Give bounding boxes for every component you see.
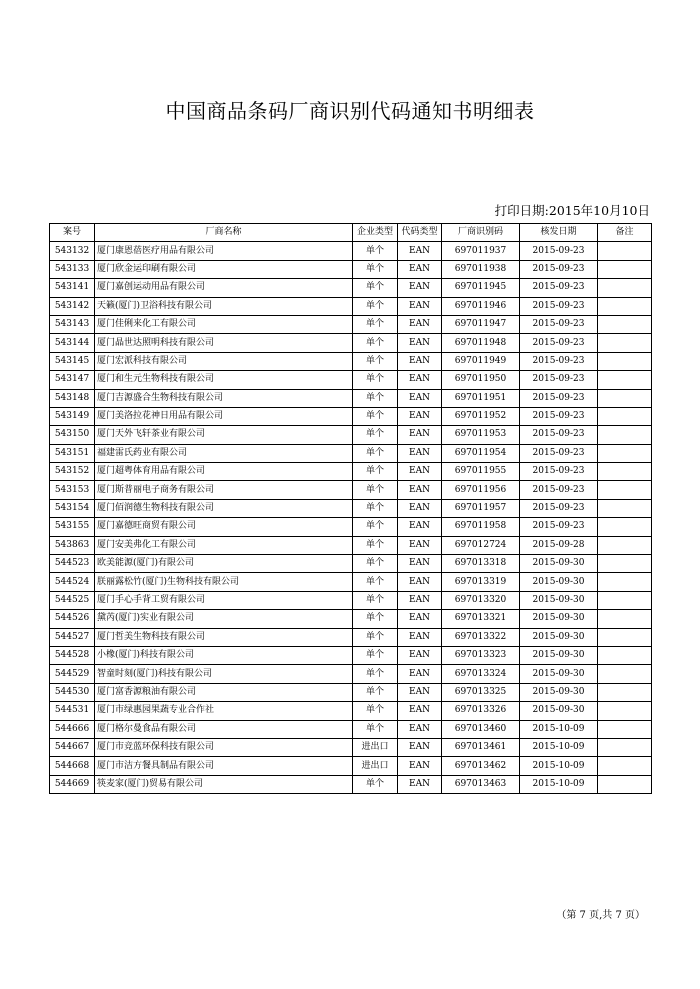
code-type-cell: EAN <box>398 297 442 315</box>
case-number-cell: 543154 <box>50 499 95 517</box>
table-row <box>50 481 652 499</box>
table-row <box>50 757 652 775</box>
header-code-type: 代码类型 <box>398 224 442 242</box>
code-type-cell: EAN <box>398 646 442 664</box>
table-row <box>50 702 652 720</box>
remarks-cell <box>598 463 652 481</box>
case-number-cell: 543144 <box>50 334 95 352</box>
table-row <box>50 738 652 756</box>
enterprise-type-cell: 单个 <box>353 242 398 260</box>
case-number-cell: 543150 <box>50 426 95 444</box>
enterprise-type-cell: 单个 <box>353 499 398 517</box>
issue-date-cell: 2015-09-30 <box>520 610 598 628</box>
table-row <box>50 628 652 646</box>
issue-date-cell: 2015-09-30 <box>520 702 598 720</box>
remarks-cell <box>598 646 652 664</box>
issue-date-cell: 2015-09-30 <box>520 573 598 591</box>
issue-date-cell: 2015-09-23 <box>520 407 598 425</box>
table-row <box>50 407 652 425</box>
company-name-cell: 厦门格尔曼食品有限公司 <box>95 720 353 738</box>
header-manufacturer-id: 厂商识别码 <box>442 224 520 242</box>
code-type-cell: EAN <box>398 426 442 444</box>
header-remarks: 备注 <box>598 224 652 242</box>
manufacturer-id-cell: 697013321 <box>442 610 520 628</box>
company-name-cell: 厦门康恩蓓医疗用品有限公司 <box>95 242 353 260</box>
page-number: （第 7 页,共 7 页） <box>556 910 645 921</box>
issue-date-cell: 2015-09-23 <box>520 481 598 499</box>
manufacturer-id-cell: 697013463 <box>442 775 520 793</box>
remarks-cell <box>598 407 652 425</box>
enterprise-type-cell: 单个 <box>353 610 398 628</box>
case-number-cell: 543143 <box>50 315 95 333</box>
code-type-cell: EAN <box>398 444 442 462</box>
company-name-cell: 厦门嘉创运动用品有限公司 <box>95 279 353 297</box>
manufacturer-id-cell: 697011945 <box>442 279 520 297</box>
remarks-cell <box>598 720 652 738</box>
manufacturer-id-cell: 697011957 <box>442 499 520 517</box>
case-number-cell: 543153 <box>50 481 95 499</box>
company-name-cell: 厦门嘉德旺商贸有限公司 <box>95 518 353 536</box>
remarks-cell <box>598 665 652 683</box>
manufacturer-id-cell: 697011951 <box>442 389 520 407</box>
case-number-cell: 544531 <box>50 702 95 720</box>
enterprise-type-cell: 单个 <box>353 665 398 683</box>
company-name-cell: 厦门哲美生物科技有限公司 <box>95 628 353 646</box>
table-row <box>50 499 652 517</box>
manufacturer-id-cell: 697011953 <box>442 426 520 444</box>
table-row <box>50 665 652 683</box>
case-number-cell: 544525 <box>50 591 95 609</box>
company-name-cell: 厦门手心手背工贸有限公司 <box>95 591 353 609</box>
company-name-cell: 厦门超粤体育用品有限公司 <box>95 463 353 481</box>
code-type-cell: EAN <box>398 371 442 389</box>
enterprise-type-cell: 单个 <box>353 775 398 793</box>
table-row <box>50 463 652 481</box>
remarks-cell <box>598 738 652 756</box>
case-number-cell: 543133 <box>50 260 95 278</box>
remarks-cell <box>598 610 652 628</box>
company-name-cell: 厦门吉源盛合生物科技有限公司 <box>95 389 353 407</box>
case-number-cell: 543147 <box>50 371 95 389</box>
table-row <box>50 371 652 389</box>
company-name-cell: 福建雷氏药业有限公司 <box>95 444 353 462</box>
enterprise-type-cell: 单个 <box>353 315 398 333</box>
company-name-cell: 厦门天外飞轩茶业有限公司 <box>95 426 353 444</box>
enterprise-type-cell: 单个 <box>353 463 398 481</box>
manufacturer-id-cell: 697011958 <box>442 518 520 536</box>
company-name-cell: 厦门市绿惠园果蔬专业合作社 <box>95 702 353 720</box>
issue-date-cell: 2015-10-09 <box>520 720 598 738</box>
issue-date-cell: 2015-10-09 <box>520 775 598 793</box>
issue-date-cell: 2015-09-23 <box>520 279 598 297</box>
enterprise-type-cell: 单个 <box>353 444 398 462</box>
code-type-cell: EAN <box>398 334 442 352</box>
manufacturer-id-cell: 697011937 <box>442 242 520 260</box>
case-number-cell: 543155 <box>50 518 95 536</box>
manufacturer-id-cell: 697013326 <box>442 702 520 720</box>
company-name-cell: 天籁(厦门)卫浴科技有限公司 <box>95 297 353 315</box>
issue-date-cell: 2015-09-30 <box>520 683 598 701</box>
issue-date-cell: 2015-09-23 <box>520 518 598 536</box>
manufacturer-id-cell: 697013323 <box>442 646 520 664</box>
table-row <box>50 260 652 278</box>
remarks-cell <box>598 518 652 536</box>
remarks-cell <box>598 591 652 609</box>
case-number-cell: 543148 <box>50 389 95 407</box>
issue-date-cell: 2015-09-23 <box>520 426 598 444</box>
code-type-cell: EAN <box>398 775 442 793</box>
table-row <box>50 297 652 315</box>
case-number-cell: 544526 <box>50 610 95 628</box>
issue-date-cell: 2015-09-23 <box>520 242 598 260</box>
issue-date-cell: 2015-09-23 <box>520 334 598 352</box>
case-number-cell: 544527 <box>50 628 95 646</box>
remarks-cell <box>598 499 652 517</box>
table-row <box>50 444 652 462</box>
company-name-cell: 厦门富香源粮油有限公司 <box>95 683 353 701</box>
enterprise-type-cell: 单个 <box>353 591 398 609</box>
remarks-cell <box>598 573 652 591</box>
enterprise-type-cell: 单个 <box>353 646 398 664</box>
table-row <box>50 646 652 664</box>
code-type-cell: EAN <box>398 738 442 756</box>
company-name-cell: 欧美能源(厦门)有限公司 <box>95 555 353 573</box>
case-number-cell: 544667 <box>50 738 95 756</box>
remarks-cell <box>598 371 652 389</box>
code-type-cell: EAN <box>398 407 442 425</box>
table-row <box>50 573 652 591</box>
manufacturer-id-cell: 697011947 <box>442 315 520 333</box>
enterprise-type-cell: 单个 <box>353 536 398 554</box>
table-row <box>50 518 652 536</box>
code-type-cell: EAN <box>398 628 442 646</box>
case-number-cell: 543149 <box>50 407 95 425</box>
code-type-cell: EAN <box>398 499 442 517</box>
code-type-cell: EAN <box>398 757 442 775</box>
case-number-cell: 543142 <box>50 297 95 315</box>
case-number-cell: 544669 <box>50 775 95 793</box>
enterprise-type-cell: 单个 <box>353 279 398 297</box>
table-row <box>50 536 652 554</box>
issue-date-cell: 2015-09-23 <box>520 499 598 517</box>
manufacturer-id-cell: 697013320 <box>442 591 520 609</box>
company-name-cell: 厦门佳俐来化工有限公司 <box>95 315 353 333</box>
company-name-cell: 小橡(厦门)科技有限公司 <box>95 646 353 664</box>
enterprise-type-cell: 单个 <box>353 555 398 573</box>
issue-date-cell: 2015-09-28 <box>520 536 598 554</box>
table-row <box>50 334 652 352</box>
company-name-cell: 厦门美洛拉花神日用品有限公司 <box>95 407 353 425</box>
code-type-cell: EAN <box>398 352 442 370</box>
company-name-cell: 黛芮(厦门)实业有限公司 <box>95 610 353 628</box>
issue-date-cell: 2015-09-30 <box>520 646 598 664</box>
code-type-cell: EAN <box>398 463 442 481</box>
case-number-cell: 544529 <box>50 665 95 683</box>
case-number-cell: 544528 <box>50 646 95 664</box>
case-number-cell: 543145 <box>50 352 95 370</box>
enterprise-type-cell: 单个 <box>353 260 398 278</box>
manufacturer-id-cell: 697011946 <box>442 297 520 315</box>
table-row <box>50 389 652 407</box>
case-number-cell: 543132 <box>50 242 95 260</box>
table-row <box>50 242 652 260</box>
code-type-cell: EAN <box>398 536 442 554</box>
code-type-cell: EAN <box>398 518 442 536</box>
issue-date-cell: 2015-09-23 <box>520 352 598 370</box>
enterprise-type-cell: 单个 <box>353 297 398 315</box>
case-number-cell: 543152 <box>50 463 95 481</box>
code-type-cell: EAN <box>398 279 442 297</box>
manufacturer-id-cell: 697011956 <box>442 481 520 499</box>
issue-date-cell: 2015-09-23 <box>520 444 598 462</box>
remarks-cell <box>598 279 652 297</box>
issue-date-cell: 2015-10-09 <box>520 738 598 756</box>
issue-date-cell: 2015-09-30 <box>520 555 598 573</box>
enterprise-type-cell: 单个 <box>353 389 398 407</box>
remarks-cell <box>598 628 652 646</box>
manufacturer-id-cell: 697013462 <box>442 757 520 775</box>
code-type-cell: EAN <box>398 573 442 591</box>
remarks-cell <box>598 297 652 315</box>
enterprise-type-cell: 单个 <box>353 720 398 738</box>
company-name-cell: 朕丽露松竹(厦门)生物科技有限公司 <box>95 573 353 591</box>
issue-date-cell: 2015-09-30 <box>520 665 598 683</box>
code-type-cell: EAN <box>398 242 442 260</box>
manufacturer-id-cell: 697011955 <box>442 463 520 481</box>
code-type-cell: EAN <box>398 555 442 573</box>
manufacturer-id-cell: 697011952 <box>442 407 520 425</box>
table-row <box>50 610 652 628</box>
remarks-cell <box>598 352 652 370</box>
manufacturer-id-cell: 697013325 <box>442 683 520 701</box>
enterprise-type-cell: 单个 <box>353 683 398 701</box>
company-name-cell: 厦门晶世达照明科技有限公司 <box>95 334 353 352</box>
remarks-cell <box>598 683 652 701</box>
code-type-cell: EAN <box>398 315 442 333</box>
header-enterprise-type: 企业类型 <box>353 224 398 242</box>
enterprise-type-cell: 单个 <box>353 573 398 591</box>
manufacturer-id-cell: 697011948 <box>442 334 520 352</box>
page-title: 中国商品条码厂商识别代码通知书明细表 <box>165 99 535 123</box>
company-name-cell: 厦门宏派科技有限公司 <box>95 352 353 370</box>
case-number-cell: 543863 <box>50 536 95 554</box>
company-name-cell: 厦门佰润德生物科技有限公司 <box>95 499 353 517</box>
issue-date-cell: 2015-09-23 <box>520 315 598 333</box>
company-name-cell: 筷麦家(厦门)贸易有限公司 <box>95 775 353 793</box>
code-type-cell: EAN <box>398 610 442 628</box>
issue-date-cell: 2015-09-30 <box>520 628 598 646</box>
remarks-cell <box>598 702 652 720</box>
manufacturer-id-cell: 697013461 <box>442 738 520 756</box>
case-number-cell: 543141 <box>50 279 95 297</box>
code-type-cell: EAN <box>398 389 442 407</box>
code-type-cell: EAN <box>398 260 442 278</box>
table-row <box>50 426 652 444</box>
manufacturer-id-cell: 697012724 <box>442 536 520 554</box>
manufacturer-id-cell: 697011950 <box>442 371 520 389</box>
remarks-cell <box>598 775 652 793</box>
enterprise-type-cell: 进出口 <box>353 757 398 775</box>
issue-date-cell: 2015-09-23 <box>520 371 598 389</box>
issue-date-cell: 2015-09-23 <box>520 389 598 407</box>
header-company-name: 厂商名称 <box>95 224 353 242</box>
code-type-cell: EAN <box>398 665 442 683</box>
company-name-cell: 智童时刻(厦门)科技有限公司 <box>95 665 353 683</box>
table-row <box>50 279 652 297</box>
enterprise-type-cell: 单个 <box>353 352 398 370</box>
enterprise-type-cell: 单个 <box>353 628 398 646</box>
case-number-cell: 544530 <box>50 683 95 701</box>
table-row <box>50 775 652 793</box>
code-type-cell: EAN <box>398 591 442 609</box>
records-table <box>49 223 652 794</box>
manufacturer-id-cell: 697011949 <box>442 352 520 370</box>
enterprise-type-cell: 单个 <box>353 518 398 536</box>
table-header-row <box>50 224 652 242</box>
issue-date-cell: 2015-09-23 <box>520 297 598 315</box>
manufacturer-id-cell: 697011954 <box>442 444 520 462</box>
code-type-cell: EAN <box>398 481 442 499</box>
enterprise-type-cell: 单个 <box>353 371 398 389</box>
case-number-cell: 544523 <box>50 555 95 573</box>
issue-date-cell: 2015-09-30 <box>520 591 598 609</box>
manufacturer-id-cell: 697013460 <box>442 720 520 738</box>
remarks-cell <box>598 315 652 333</box>
issue-date-cell: 2015-09-23 <box>520 260 598 278</box>
table-row <box>50 683 652 701</box>
company-name-cell: 厦门安美弗化工有限公司 <box>95 536 353 554</box>
manufacturer-id-cell: 697013318 <box>442 555 520 573</box>
enterprise-type-cell: 进出口 <box>353 738 398 756</box>
issue-date-cell: 2015-10-09 <box>520 757 598 775</box>
company-name-cell: 厦门和生元生物科技有限公司 <box>95 371 353 389</box>
print-date: 打印日期:2015年10月10日 <box>494 203 650 218</box>
code-type-cell: EAN <box>398 720 442 738</box>
remarks-cell <box>598 555 652 573</box>
case-number-cell: 544668 <box>50 757 95 775</box>
header-issue-date: 核发日期 <box>520 224 598 242</box>
issue-date-cell: 2015-09-23 <box>520 463 598 481</box>
enterprise-type-cell: 单个 <box>353 407 398 425</box>
remarks-cell <box>598 536 652 554</box>
code-type-cell: EAN <box>398 702 442 720</box>
enterprise-type-cell: 单个 <box>353 702 398 720</box>
remarks-cell <box>598 389 652 407</box>
remarks-cell <box>598 260 652 278</box>
code-type-cell: EAN <box>398 683 442 701</box>
manufacturer-id-cell: 697011938 <box>442 260 520 278</box>
case-number-cell: 543151 <box>50 444 95 462</box>
remarks-cell <box>598 334 652 352</box>
company-name-cell: 厦门市竞蓝环保科技有限公司 <box>95 738 353 756</box>
company-name-cell: 厦门欣金运印刷有限公司 <box>95 260 353 278</box>
remarks-cell <box>598 242 652 260</box>
enterprise-type-cell: 单个 <box>353 426 398 444</box>
table-row <box>50 555 652 573</box>
remarks-cell <box>598 444 652 462</box>
case-number-cell: 544524 <box>50 573 95 591</box>
enterprise-type-cell: 单个 <box>353 481 398 499</box>
remarks-cell <box>598 481 652 499</box>
remarks-cell <box>598 426 652 444</box>
remarks-cell <box>598 757 652 775</box>
company-name-cell: 厦门斯普丽电子商务有限公司 <box>95 481 353 499</box>
company-name-cell: 厦门市洁方餐具制品有限公司 <box>95 757 353 775</box>
manufacturer-id-cell: 697013322 <box>442 628 520 646</box>
manufacturer-id-cell: 697013324 <box>442 665 520 683</box>
enterprise-type-cell: 单个 <box>353 334 398 352</box>
table-row <box>50 352 652 370</box>
case-number-cell: 544666 <box>50 720 95 738</box>
table-row <box>50 315 652 333</box>
header-case-number: 案号 <box>50 224 95 242</box>
table-row <box>50 720 652 738</box>
manufacturer-id-cell: 697013319 <box>442 573 520 591</box>
table-row <box>50 591 652 609</box>
